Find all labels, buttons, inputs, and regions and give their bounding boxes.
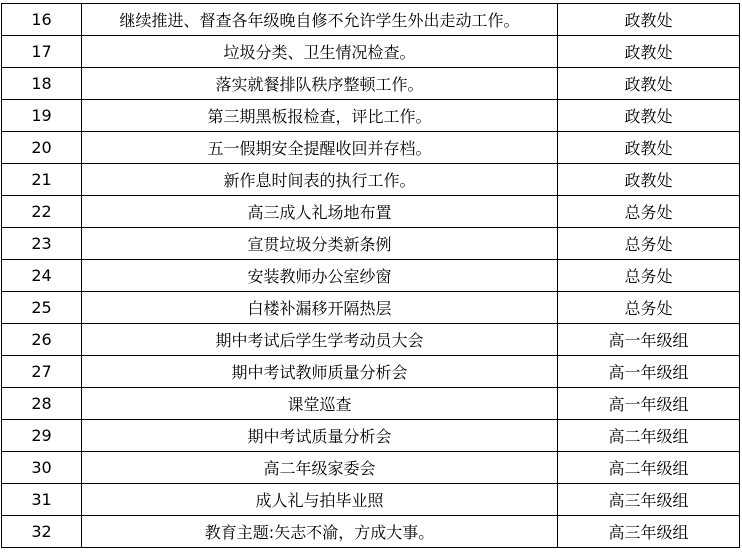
- table-row: [2, 260, 740, 292]
- row-number-cell: 29: [2, 420, 82, 452]
- table-row: [2, 228, 740, 260]
- table-row: [2, 36, 740, 68]
- row-number-cell: 19: [2, 100, 82, 132]
- department-cell: 政教处: [558, 4, 740, 36]
- task-cell: 宣贯垃圾分类新条例: [82, 228, 558, 260]
- task-cell: 垃圾分类、卫生情况检查。: [82, 36, 558, 68]
- department-cell: 高二年级组: [558, 452, 740, 484]
- task-cell: 期中考试后学生学考动员大会: [82, 324, 558, 356]
- department-cell: 政教处: [558, 36, 740, 68]
- table-row: [2, 420, 740, 452]
- task-cell: 继续推进、督查各年级晚自修不允许学生外出走动工作。: [82, 4, 558, 36]
- row-number-cell: 28: [2, 388, 82, 420]
- table-row: [2, 132, 740, 164]
- department-cell: 高一年级组: [558, 388, 740, 420]
- row-number-cell: 16: [2, 4, 82, 36]
- row-number-cell: 24: [2, 260, 82, 292]
- department-cell: 高一年级组: [558, 356, 740, 388]
- row-number-cell: 20: [2, 132, 82, 164]
- table-row: [2, 4, 740, 36]
- task-cell: 教育主题:矢志不渝，方成大事。: [82, 516, 558, 548]
- task-cell: 高二年级家委会: [82, 452, 558, 484]
- task-cell: 落实就餐排队秩序整顿工作。: [82, 68, 558, 100]
- department-cell: 政教处: [558, 100, 740, 132]
- task-cell: 五一假期安全提醒收回并存档。: [82, 132, 558, 164]
- table-row: [2, 68, 740, 100]
- table-body: [2, 4, 740, 548]
- department-cell: 总务处: [558, 260, 740, 292]
- row-number-cell: 26: [2, 324, 82, 356]
- department-cell: 高二年级组: [558, 420, 740, 452]
- row-number-cell: 31: [2, 484, 82, 516]
- table-row: [2, 484, 740, 516]
- table-row: [2, 388, 740, 420]
- department-cell: 高三年级组: [558, 516, 740, 548]
- row-number-cell: 30: [2, 452, 82, 484]
- table-row: [2, 196, 740, 228]
- task-cell: 成人礼与拍毕业照: [82, 484, 558, 516]
- table-row: [2, 292, 740, 324]
- row-number-cell: 23: [2, 228, 82, 260]
- row-number-cell: 21: [2, 164, 82, 196]
- table-row: [2, 324, 740, 356]
- task-cell: 期中考试教师质量分析会: [82, 356, 558, 388]
- row-number-cell: 17: [2, 36, 82, 68]
- work-schedule-table: [1, 3, 740, 548]
- department-cell: 高一年级组: [558, 324, 740, 356]
- department-cell: 总务处: [558, 292, 740, 324]
- task-cell: 白楼补漏移开隔热层: [82, 292, 558, 324]
- table-row: [2, 100, 740, 132]
- row-number-cell: 22: [2, 196, 82, 228]
- task-cell: 期中考试质量分析会: [82, 420, 558, 452]
- row-number-cell: 27: [2, 356, 82, 388]
- department-cell: 总务处: [558, 228, 740, 260]
- task-cell: 安装教师办公室纱窗: [82, 260, 558, 292]
- table-row: [2, 164, 740, 196]
- department-cell: 总务处: [558, 196, 740, 228]
- table-row: [2, 516, 740, 548]
- schedule-table-container: [1, 3, 740, 548]
- table-row: [2, 356, 740, 388]
- task-cell: 第三期黑板报检查，评比工作。: [82, 100, 558, 132]
- row-number-cell: 18: [2, 68, 82, 100]
- row-number-cell: 32: [2, 516, 82, 548]
- department-cell: 政教处: [558, 164, 740, 196]
- task-cell: 新作息时间表的执行工作。: [82, 164, 558, 196]
- table-row: [2, 452, 740, 484]
- department-cell: 政教处: [558, 132, 740, 164]
- row-number-cell: 25: [2, 292, 82, 324]
- department-cell: 政教处: [558, 68, 740, 100]
- task-cell: 课堂巡查: [82, 388, 558, 420]
- task-cell: 高三成人礼场地布置: [82, 196, 558, 228]
- department-cell: 高三年级组: [558, 484, 740, 516]
